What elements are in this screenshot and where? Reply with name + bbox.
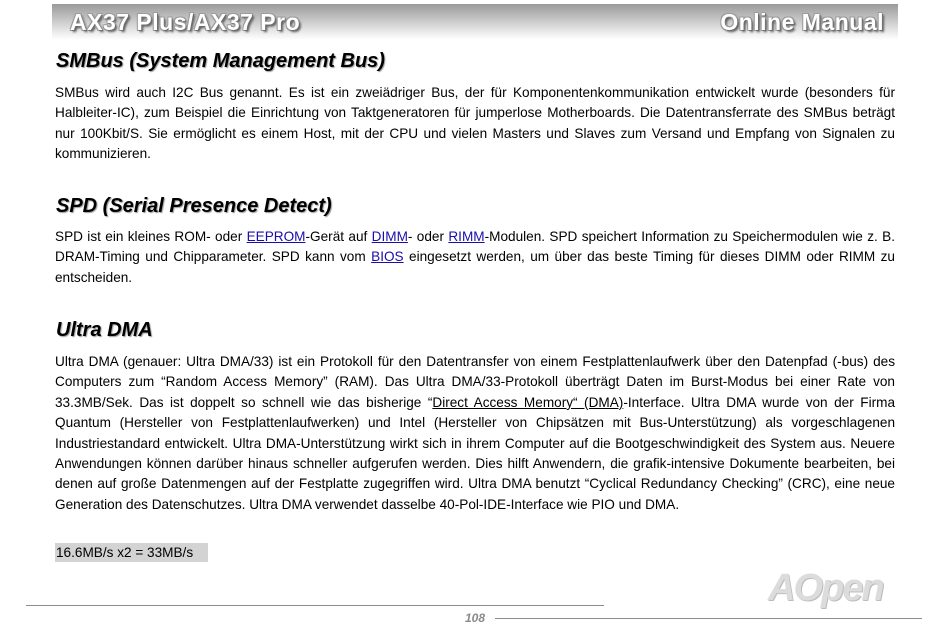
spd-text: -Gerät auf xyxy=(305,229,372,244)
header-banner xyxy=(52,4,898,40)
spd-text: -Modulen. SPD speichert Information zu Speichermodulen wie z. B. DRAM-Timing und Chipparameter. SPD kann vom xyxy=(55,229,895,265)
direct-access-memory-term: Direct Access Memory“ (DMA) xyxy=(432,394,624,410)
rimm-link[interactable]: RIMM xyxy=(448,229,485,244)
bios-link[interactable]: BIOS xyxy=(371,249,404,265)
manual-title: AX37 Plus/AX37 Pro xyxy=(70,9,301,35)
eeprom-link[interactable]: EEPROM xyxy=(246,229,306,244)
footer-divider xyxy=(494,618,922,619)
online-manual-label: Online Manual xyxy=(720,9,884,35)
spd-paragraph xyxy=(55,227,895,288)
spd-text: - oder xyxy=(407,229,449,244)
smbus-paragraph: SMBus wird auch I2C Bus genannt. Es ist ein zweiädriger Bus, der für Komponentenkommunikation entwickelt wurde (besonders für Halbleiter-IC), zum Beispiel die Einrichtung von Taktgeneratoren für jumperlose Motherboards. Die Datentransferrate des SMBus beträgt nur 100Kbit/S. Sie ermöglicht es einem Host, mit der CPU und vielen Masters und Slaves zum Versand und Empfang von Signalen zu kommunizieren. xyxy=(55,85,895,162)
spd-heading: SPD (Serial Presence Detect) xyxy=(56,195,332,217)
spd-text: eingesetzt werden, um über das beste Timing für dieses DIMM oder RIMM zu entscheiden. xyxy=(55,249,895,285)
smbus-heading: SMBus (System Management Bus) xyxy=(56,50,385,72)
page-number: 108 xyxy=(455,611,495,625)
ultra-dma-text: Ultra DMA (genauer: Ultra DMA/33) ist ein Protokoll für den Datentransfer von einem Festplattenlaufwerk über den Datenpfad (-bus) des Computers zum “Random Access Memory” (RAM). Das Ultra DMA/33-Protokoll überträgt Daten im Burst-Modus bei einer Rate von 33.3MB/Sek. Das ist doppelt so schnell wie das bisherige “ xyxy=(55,354,895,410)
transfer-rate-formula: 16.6MB/s x2 = 33MB/s xyxy=(55,543,208,562)
ultra-dma-paragraph xyxy=(55,352,895,515)
dimm-link[interactable]: DIMM xyxy=(371,229,408,244)
spd-text: SPD ist ein kleines ROM- oder xyxy=(55,229,247,244)
aopen-logo: AOpen xyxy=(768,567,883,609)
ultra-dma-heading: Ultra DMA xyxy=(56,319,153,341)
ultra-dma-text: -Interface. Ultra DMA wurde von der Firma Quantum (Hersteller von Festplattenlaufwerken) und Intel (Hersteller von Chipsätzen mit Bus-Unterstützung) als vorgeschlagenen Industriestandard entwickelt. Ultra DMA-Unterstützung wirkt sich in ihrem Computer auf die Bootgeschwindigkeit des System aus. Neuere Anwendungen können darüber hinaus schneller aufgerufen werden. Dies hilft Anwendern, die grafik-intensive Dokumente bearbeiten, bei denen auf große Datenmengen auf der Festplatte zugegriffen wird. Ultra DMA benutzt “Cyclical Redundancy Checking” (CRC), eine neue Generation des Datenschutzes. Ultra DMA verwendet dasselbe 40-Pol-IDE-Interface wie PIO und DMA. xyxy=(55,394,896,512)
footer-divider xyxy=(26,605,604,606)
